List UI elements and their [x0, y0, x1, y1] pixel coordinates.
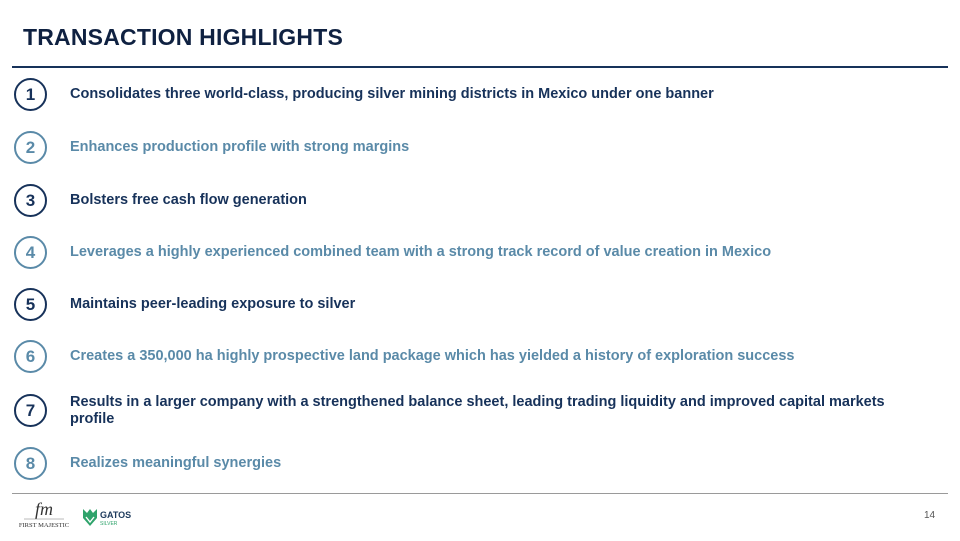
highlight-text: Maintains peer-leading exposure to silver — [70, 296, 356, 312]
number-badge: 3 — [14, 184, 47, 217]
number-badge: 7 — [14, 394, 47, 427]
highlight-item-3 — [14, 184, 914, 224]
highlight-item-1 — [14, 78, 914, 118]
highlight-text: Consolidates three world-class, producing silver mining districts in Mexico under one banner — [70, 86, 714, 102]
number-badge: 2 — [14, 131, 47, 164]
highlight-text: Creates a 350,000 ha highly prospective land package which has yielded a history of exploration success — [70, 348, 795, 364]
highlight-item-6 — [14, 340, 914, 380]
highlight-item-8 — [14, 447, 914, 487]
page-number: 14 — [924, 510, 936, 521]
fm-monogram: fm — [35, 499, 53, 519]
number-badge: 6 — [14, 340, 47, 373]
first-majestic-logo — [16, 498, 76, 536]
highlight-text: Realizes meaningful synergies — [70, 455, 282, 471]
highlight-text: Results in a larger company with a strengthened balance sheet, leading trading liquidity and improved capital markets profile — [70, 393, 885, 427]
gatos-wordmark: GATOS — [100, 510, 132, 520]
highlight-item-5 — [14, 288, 914, 328]
number-badge: 5 — [14, 288, 47, 321]
number-badge: 4 — [14, 236, 47, 269]
gatos-subtext: SILVER — [100, 521, 118, 527]
fm-wordmark: FIRST MAJESTIC — [18, 522, 70, 529]
highlight-text: Bolsters free cash flow generation — [70, 192, 307, 208]
highlight-item-4 — [14, 236, 914, 276]
number-badge: 1 — [14, 78, 47, 111]
highlight-text: Leverages a highly experienced combined team with a strong track record of value creation in Mexico — [70, 244, 772, 260]
gatos-cat-icon — [83, 509, 97, 526]
highlight-item-7 — [14, 394, 914, 434]
gatos-silver-logo — [82, 506, 138, 528]
highlight-text: Enhances production profile with strong margins — [70, 139, 410, 155]
highlight-item-2 — [14, 131, 914, 171]
page-title: TRANSACTION HIGHLIGHTS — [23, 24, 343, 50]
number-badge: 8 — [14, 447, 47, 480]
footer-divider — [12, 493, 948, 494]
